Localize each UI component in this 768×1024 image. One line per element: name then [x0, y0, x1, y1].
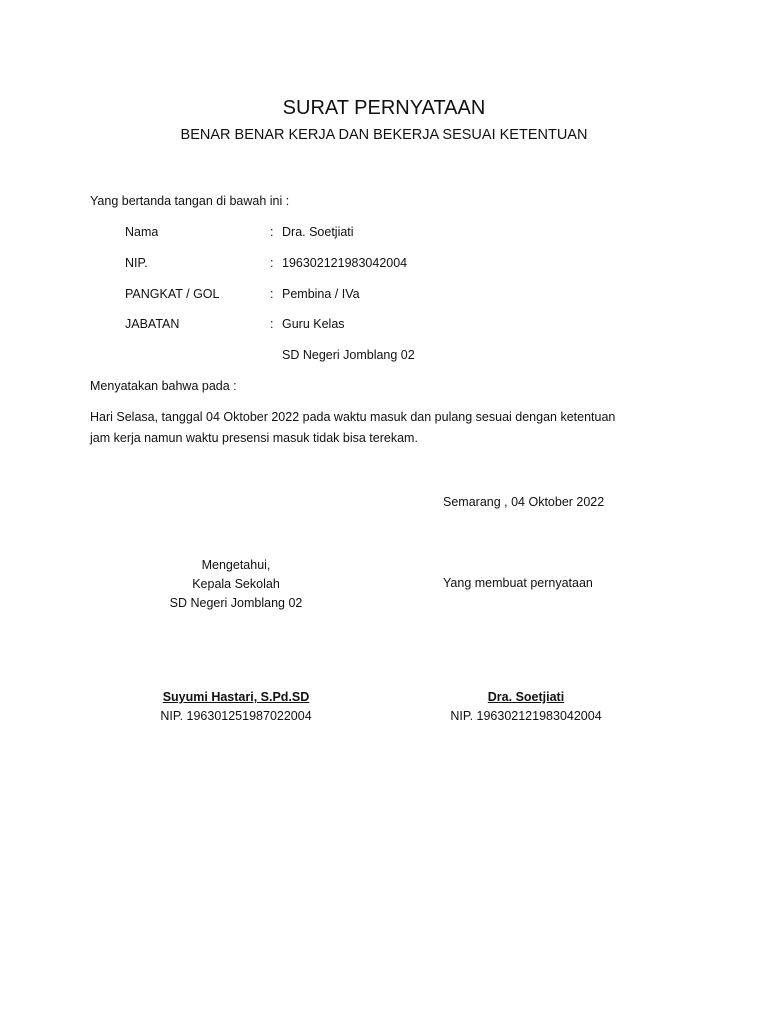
right-signatory-footer	[426, 688, 626, 726]
field-value-name: Dra. Soetjiati	[282, 225, 354, 239]
document-title: SURAT PERNYATAAN	[282, 97, 486, 119]
right-signatory-name: Dra. Soetjiati	[487, 690, 565, 704]
left-signatory-line2: Kepala Sekolah	[192, 577, 280, 591]
statement-line-1: Hari Selasa, tanggal 04 Oktober 2022 pada waktu masuk dan pulang sesuai dengan ketentuan	[90, 410, 616, 424]
field-label-position: JABATAN	[125, 317, 180, 331]
field-value-nip: 196302121983042004	[282, 256, 408, 270]
field-label-rank: PANGKAT / GOL	[125, 287, 220, 301]
statement-label: Menyatakan bahwa pada :	[90, 379, 237, 393]
right-signatory-nip: NIP. 196302121983042004	[450, 709, 602, 723]
left-signatory-line1: Mengetahui,	[201, 558, 271, 572]
left-signatory-name: Suyumi Hastari, S.Pd.SD	[162, 690, 310, 704]
left-signatory-line3: SD Negeri Jomblang 02	[169, 596, 303, 610]
left-signatory-nip: NIP. 196301251987022004	[160, 709, 312, 723]
document-subtitle: BENAR BENAR KERJA DAN BEKERJA SESUAI KETENTUAN	[180, 127, 588, 143]
field-separator: :	[270, 287, 274, 301]
field-label-nip: NIP.	[125, 256, 148, 270]
left-signatory-header	[136, 556, 336, 613]
field-value-school: SD Negeri Jomblang 02	[282, 348, 415, 362]
place-date: Semarang , 04 Oktober 2022	[443, 495, 605, 509]
field-separator: :	[270, 225, 274, 239]
right-signatory-line1: Yang membuat pernyataan	[443, 576, 593, 590]
field-label-name: Nama	[125, 225, 159, 239]
intro-text: Yang bertanda tangan di bawah ini :	[90, 194, 290, 208]
field-separator: :	[270, 317, 274, 331]
field-value-position: Guru Kelas	[282, 317, 345, 331]
left-signatory-footer	[136, 688, 336, 726]
field-value-rank: Pembina / IVa	[282, 287, 360, 301]
statement-line-2: jam kerja namun waktu presensi masuk tidak bisa terekam.	[90, 431, 418, 445]
statement-paragraph	[90, 407, 690, 449]
field-separator: :	[270, 256, 274, 270]
